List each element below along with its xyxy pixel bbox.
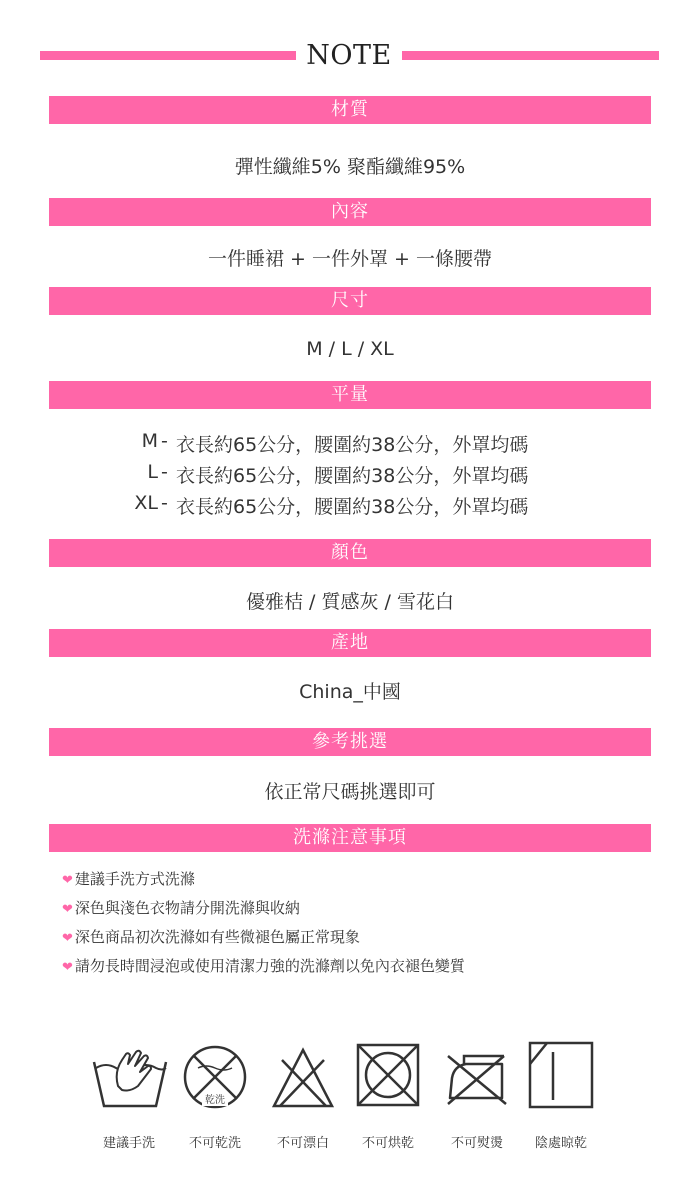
no-iron-icon — [444, 1050, 510, 1106]
size-value: M / L / XL — [306, 338, 394, 360]
care-note-text: 建議手洗方式洗滌 — [74, 870, 195, 888]
care-icon-label: 建議手洗 — [102, 1136, 155, 1151]
section-band-contents: 內容 — [49, 198, 651, 226]
care-note — [62, 868, 662, 897]
measurement-dash: - — [161, 430, 168, 452]
care-note-text: 深色與淺色衣物請分開洗滌與收納 — [74, 899, 300, 917]
measurement-row — [120, 430, 600, 461]
page-title: NOTE — [306, 40, 392, 71]
care-icon-label: 不可烘乾 — [361, 1136, 414, 1151]
care-note — [62, 897, 662, 926]
heart-icon: ❤ — [62, 960, 73, 975]
measurement-row — [120, 461, 600, 492]
header-bar-right — [402, 51, 659, 60]
care-icon-label: 不可熨燙 — [450, 1136, 503, 1151]
material-value: 彈性纖維5% 聚酯纖維95% — [234, 156, 466, 178]
heart-icon: ❤ — [62, 873, 73, 888]
heart-icon: ❤ — [62, 902, 73, 917]
section-band-size: 尺寸 — [49, 287, 651, 315]
shade-dry-icon — [527, 1040, 595, 1110]
section-band-advice: 參考挑選 — [49, 728, 651, 756]
origin-value: China_中國 — [299, 681, 401, 703]
care-note-text: 深色商品初次洗滌如有些微褪色屬正常現象 — [74, 928, 360, 946]
care-icon-label: 不可漂白 — [276, 1136, 329, 1151]
measurement-size: M — [141, 430, 158, 452]
care-icons — [0, 1036, 700, 1156]
color-value: 優雅桔 / 質感灰 / 雪花白 — [246, 591, 454, 613]
measurement-dash: - — [161, 492, 168, 514]
care-notes — [62, 868, 662, 984]
measurement-desc: 衣長約65公分，腰圍約38公分，外罩均碼 — [176, 465, 529, 487]
care-icon-label: 陰處晾乾 — [534, 1136, 587, 1151]
hand-wash-icon — [90, 1046, 170, 1114]
note-header — [40, 41, 659, 71]
contents-value: 一件睡裙 + 一件外罩 + 一條腰帶 — [208, 248, 492, 270]
no-tumble-dry-icon — [355, 1042, 421, 1108]
section-band-material: 材質 — [49, 96, 651, 124]
dry-clean-inner-text: 乾洗 — [205, 1095, 225, 1106]
section-band-color: 顏色 — [49, 539, 651, 567]
measurement-list — [120, 430, 600, 523]
no-bleach-icon — [270, 1046, 336, 1110]
measurement-row — [120, 492, 600, 523]
care-note — [62, 955, 662, 984]
no-dry-clean-icon — [182, 1044, 248, 1110]
care-note-text: 請勿長時間浸泡或使用清潔力強的洗滌劑以免內衣褪色變質 — [74, 957, 465, 975]
section-band-care: 洗滌注意事項 — [49, 824, 651, 852]
measurement-size: L — [147, 461, 158, 483]
care-icon-label: 不可乾洗 — [188, 1136, 241, 1151]
care-note — [62, 926, 662, 955]
section-band-flat: 平量 — [49, 381, 651, 409]
heart-icon: ❤ — [62, 931, 73, 946]
measurement-desc: 衣長約65公分，腰圍約38公分，外罩均碼 — [176, 434, 529, 456]
measurement-desc: 衣長約65公分，腰圍約38公分，外罩均碼 — [176, 496, 529, 518]
header-bar-left — [40, 51, 296, 60]
measurement-dash: - — [161, 461, 168, 483]
advice-value: 依正常尺碼挑選即可 — [264, 781, 436, 803]
measurement-size: XL — [134, 492, 158, 514]
section-band-origin: 產地 — [49, 629, 651, 657]
